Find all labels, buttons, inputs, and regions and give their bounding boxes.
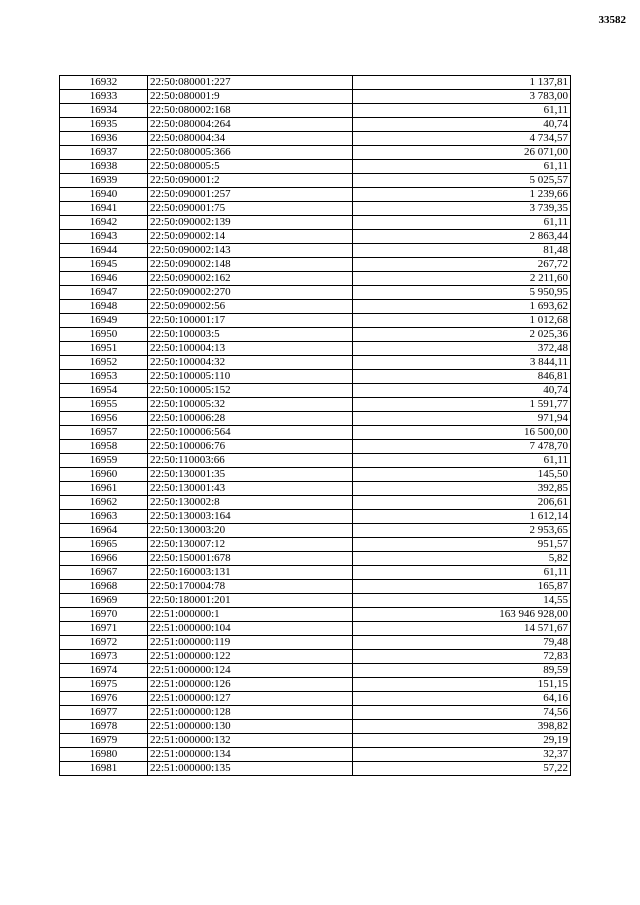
row-number-cell: 16935 <box>60 118 148 132</box>
row-number-cell: 16932 <box>60 76 148 90</box>
table-row <box>60 468 571 482</box>
table-row <box>60 188 571 202</box>
row-number-cell: 16936 <box>60 132 148 146</box>
table-row <box>60 608 571 622</box>
table-row <box>60 496 571 510</box>
row-number-cell: 16963 <box>60 510 148 524</box>
table-row <box>60 76 571 90</box>
value-cell: 1 239,66 <box>353 188 571 202</box>
value-cell: 3 844,11 <box>353 356 571 370</box>
value-cell: 5,82 <box>353 552 571 566</box>
row-number-cell: 16942 <box>60 216 148 230</box>
cadastral-number-cell: 22:51:000000:128 <box>148 706 353 720</box>
table-row <box>60 202 571 216</box>
value-cell: 16 500,00 <box>353 426 571 440</box>
row-number-cell: 16948 <box>60 300 148 314</box>
value-cell: 2 025,36 <box>353 328 571 342</box>
cadastral-number-cell: 22:50:090001:75 <box>148 202 353 216</box>
table-row <box>60 356 571 370</box>
row-number-cell: 16955 <box>60 398 148 412</box>
cadastral-number-cell: 22:51:000000:119 <box>148 636 353 650</box>
row-number-cell: 16944 <box>60 244 148 258</box>
value-cell: 151,15 <box>353 678 571 692</box>
value-cell: 57,22 <box>353 762 571 776</box>
table-row <box>60 566 571 580</box>
row-number-cell: 16958 <box>60 440 148 454</box>
value-cell: 2 211,60 <box>353 272 571 286</box>
row-number-cell: 16972 <box>60 636 148 650</box>
value-cell: 1 012,68 <box>353 314 571 328</box>
cadastral-number-cell: 22:50:130002:8 <box>148 496 353 510</box>
table-row <box>60 314 571 328</box>
cadastral-number-cell: 22:50:130003:164 <box>148 510 353 524</box>
row-number-cell: 16945 <box>60 258 148 272</box>
cadastral-number-cell: 22:50:080004:34 <box>148 132 353 146</box>
cadastral-number-cell: 22:50:130007:12 <box>148 538 353 552</box>
table-row <box>60 398 571 412</box>
cadastral-number-cell: 22:50:100006:564 <box>148 426 353 440</box>
table-row <box>60 622 571 636</box>
table-row <box>60 272 571 286</box>
row-number-cell: 16953 <box>60 370 148 384</box>
row-number-cell: 16981 <box>60 762 148 776</box>
cadastral-number-cell: 22:50:090001:257 <box>148 188 353 202</box>
row-number-cell: 16939 <box>60 174 148 188</box>
value-cell: 40,74 <box>353 384 571 398</box>
table-row <box>60 748 571 762</box>
cadastral-number-cell: 22:51:000000:130 <box>148 720 353 734</box>
table-row <box>60 370 571 384</box>
row-number-cell: 16952 <box>60 356 148 370</box>
row-number-cell: 16965 <box>60 538 148 552</box>
table-row <box>60 426 571 440</box>
table-row <box>60 174 571 188</box>
value-cell: 5 025,57 <box>353 174 571 188</box>
value-cell: 61,11 <box>353 160 571 174</box>
value-cell: 81,48 <box>353 244 571 258</box>
value-cell: 3 783,00 <box>353 90 571 104</box>
cadastral-number-cell: 22:50:090002:14 <box>148 230 353 244</box>
value-cell: 846,81 <box>353 370 571 384</box>
row-number-cell: 16941 <box>60 202 148 216</box>
value-cell: 165,87 <box>353 580 571 594</box>
cadastral-number-cell: 22:50:100003:5 <box>148 328 353 342</box>
cadastral-number-cell: 22:51:000000:134 <box>148 748 353 762</box>
value-cell: 40,74 <box>353 118 571 132</box>
row-number-cell: 16964 <box>60 524 148 538</box>
cadastral-number-cell: 22:50:100006:28 <box>148 412 353 426</box>
cadastral-number-cell: 22:50:180001:201 <box>148 594 353 608</box>
value-cell: 4 734,57 <box>353 132 571 146</box>
row-number-cell: 16947 <box>60 286 148 300</box>
cadastral-number-cell: 22:50:100005:32 <box>148 398 353 412</box>
value-cell: 5 950,95 <box>353 286 571 300</box>
cadastral-number-cell: 22:50:150001:678 <box>148 552 353 566</box>
value-cell: 2 953,65 <box>353 524 571 538</box>
row-number-cell: 16971 <box>60 622 148 636</box>
row-number-cell: 16937 <box>60 146 148 160</box>
table-row <box>60 706 571 720</box>
value-cell: 64,16 <box>353 692 571 706</box>
cadastral-number-cell: 22:50:090002:162 <box>148 272 353 286</box>
table-row <box>60 244 571 258</box>
value-cell: 7 478,70 <box>353 440 571 454</box>
row-number-cell: 16956 <box>60 412 148 426</box>
table-row <box>60 524 571 538</box>
cadastral-number-cell: 22:50:130001:35 <box>148 468 353 482</box>
table-row <box>60 664 571 678</box>
table-row <box>60 594 571 608</box>
value-cell: 1 137,81 <box>353 76 571 90</box>
value-cell: 79,48 <box>353 636 571 650</box>
cadastral-number-cell: 22:51:000000:135 <box>148 762 353 776</box>
row-number-cell: 16954 <box>60 384 148 398</box>
cadastral-number-cell: 22:51:000000:126 <box>148 678 353 692</box>
table-row <box>60 650 571 664</box>
row-number-cell: 16975 <box>60 678 148 692</box>
cadastral-number-cell: 22:50:130001:43 <box>148 482 353 496</box>
value-cell: 1 693,62 <box>353 300 571 314</box>
value-cell: 971,94 <box>353 412 571 426</box>
table-row <box>60 118 571 132</box>
table-row <box>60 678 571 692</box>
value-cell: 61,11 <box>353 566 571 580</box>
row-number-cell: 16933 <box>60 90 148 104</box>
row-number-cell: 16970 <box>60 608 148 622</box>
cadastral-number-cell: 22:50:080001:227 <box>148 76 353 90</box>
row-number-cell: 16961 <box>60 482 148 496</box>
row-number-cell: 16951 <box>60 342 148 356</box>
cadastral-number-cell: 22:50:090001:2 <box>148 174 353 188</box>
cadastral-number-cell: 22:50:110003:66 <box>148 454 353 468</box>
value-cell: 163 946 928,00 <box>353 608 571 622</box>
cadastral-number-cell: 22:50:130003:20 <box>148 524 353 538</box>
table-row <box>60 104 571 118</box>
table-row <box>60 580 571 594</box>
row-number-cell: 16962 <box>60 496 148 510</box>
row-number-cell: 16980 <box>60 748 148 762</box>
row-number-cell: 16957 <box>60 426 148 440</box>
value-cell: 1 612,14 <box>353 510 571 524</box>
cadastral-number-cell: 22:51:000000:104 <box>148 622 353 636</box>
row-number-cell: 16967 <box>60 566 148 580</box>
cadastral-number-cell: 22:51:000000:132 <box>148 734 353 748</box>
row-number-cell: 16943 <box>60 230 148 244</box>
row-number-cell: 16949 <box>60 314 148 328</box>
value-cell: 72,83 <box>353 650 571 664</box>
value-cell: 951,57 <box>353 538 571 552</box>
registry-table-body <box>60 76 571 776</box>
table-row <box>60 146 571 160</box>
cadastral-number-cell: 22:50:080004:264 <box>148 118 353 132</box>
cadastral-number-cell: 22:50:100004:13 <box>148 342 353 356</box>
table-row <box>60 216 571 230</box>
cadastral-number-cell: 22:50:090002:139 <box>148 216 353 230</box>
value-cell: 267,72 <box>353 258 571 272</box>
cadastral-number-cell: 22:50:090002:56 <box>148 300 353 314</box>
value-cell: 2 863,44 <box>353 230 571 244</box>
table-row <box>60 440 571 454</box>
cadastral-number-cell: 22:50:100001:17 <box>148 314 353 328</box>
row-number-cell: 16934 <box>60 104 148 118</box>
row-number-cell: 16979 <box>60 734 148 748</box>
table-row <box>60 300 571 314</box>
row-number-cell: 16974 <box>60 664 148 678</box>
row-number-cell: 16977 <box>60 706 148 720</box>
value-cell: 3 739,35 <box>353 202 571 216</box>
cadastral-number-cell: 22:50:090002:270 <box>148 286 353 300</box>
table-row <box>60 510 571 524</box>
table-row <box>60 132 571 146</box>
value-cell: 29,19 <box>353 734 571 748</box>
table-row <box>60 692 571 706</box>
row-number-cell: 16960 <box>60 468 148 482</box>
row-number-cell: 16966 <box>60 552 148 566</box>
table-row <box>60 734 571 748</box>
table-row <box>60 538 571 552</box>
cadastral-number-cell: 22:51:000000:122 <box>148 650 353 664</box>
table-row <box>60 454 571 468</box>
value-cell: 392,85 <box>353 482 571 496</box>
table-row <box>60 482 571 496</box>
value-cell: 61,11 <box>353 454 571 468</box>
table-row <box>60 636 571 650</box>
row-number-cell: 16976 <box>60 692 148 706</box>
row-number-cell: 16969 <box>60 594 148 608</box>
value-cell: 74,56 <box>353 706 571 720</box>
value-cell: 89,59 <box>353 664 571 678</box>
cadastral-number-cell: 22:50:080005:366 <box>148 146 353 160</box>
cadastral-number-cell: 22:50:080005:5 <box>148 160 353 174</box>
cadastral-number-cell: 22:50:160003:131 <box>148 566 353 580</box>
row-number-cell: 16938 <box>60 160 148 174</box>
table-row <box>60 762 571 776</box>
table-row <box>60 160 571 174</box>
cadastral-number-cell: 22:50:080002:168 <box>148 104 353 118</box>
value-cell: 398,82 <box>353 720 571 734</box>
cadastral-number-cell: 22:50:090002:143 <box>148 244 353 258</box>
value-cell: 61,11 <box>353 104 571 118</box>
cadastral-number-cell: 22:50:080001:9 <box>148 90 353 104</box>
row-number-cell: 16973 <box>60 650 148 664</box>
value-cell: 14 571,67 <box>353 622 571 636</box>
value-cell: 372,48 <box>353 342 571 356</box>
cadastral-number-cell: 22:50:100005:110 <box>148 370 353 384</box>
row-number-cell: 16978 <box>60 720 148 734</box>
table-row <box>60 328 571 342</box>
table-row <box>60 286 571 300</box>
cadastral-number-cell: 22:50:090002:148 <box>148 258 353 272</box>
cadastral-number-cell: 22:51:000000:124 <box>148 664 353 678</box>
value-cell: 206,61 <box>353 496 571 510</box>
row-number-cell: 16968 <box>60 580 148 594</box>
page-number: 33582 <box>598 14 626 26</box>
table-row <box>60 552 571 566</box>
table-row <box>60 258 571 272</box>
table-row <box>60 720 571 734</box>
value-cell: 1 591,77 <box>353 398 571 412</box>
table-row <box>60 90 571 104</box>
row-number-cell: 16940 <box>60 188 148 202</box>
value-cell: 32,37 <box>353 748 571 762</box>
table-row <box>60 230 571 244</box>
cadastral-number-cell: 22:50:170004:78 <box>148 580 353 594</box>
cadastral-number-cell: 22:50:100004:32 <box>148 356 353 370</box>
cadastral-number-cell: 22:51:000000:1 <box>148 608 353 622</box>
cadastral-number-cell: 22:50:100006:76 <box>148 440 353 454</box>
row-number-cell: 16959 <box>60 454 148 468</box>
cadastral-number-cell: 22:50:100005:152 <box>148 384 353 398</box>
table-row <box>60 412 571 426</box>
value-cell: 145,50 <box>353 468 571 482</box>
cadastral-number-cell: 22:51:000000:127 <box>148 692 353 706</box>
value-cell: 26 071,00 <box>353 146 571 160</box>
table-row <box>60 384 571 398</box>
value-cell: 61,11 <box>353 216 571 230</box>
registry-table <box>59 75 571 776</box>
row-number-cell: 16946 <box>60 272 148 286</box>
table-row <box>60 342 571 356</box>
value-cell: 14,55 <box>353 594 571 608</box>
row-number-cell: 16950 <box>60 328 148 342</box>
